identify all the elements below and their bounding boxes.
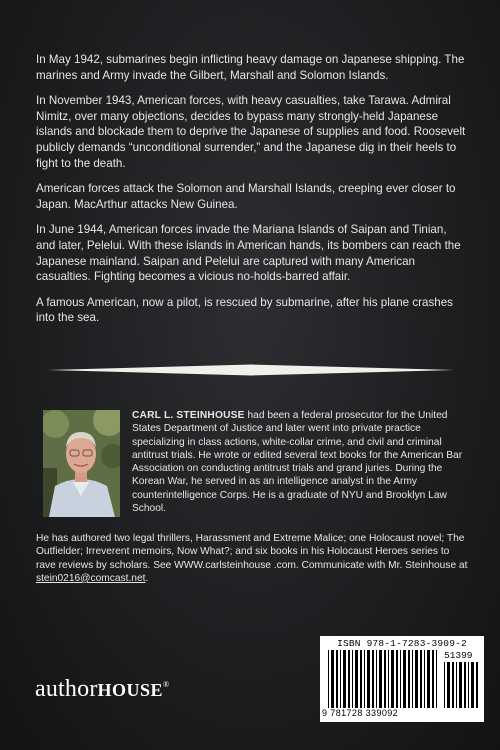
decorative-divider — [48, 363, 454, 377]
author-bio — [132, 409, 464, 515]
synopsis-paragraph: In May 1942, submarines begin inflicting heavy damage on Japanese shipping. The marines and Army invade the Gilbert, Marshall and Solomon Islands. — [36, 53, 465, 82]
synopsis-paragraph: In November 1943, American forces, with heavy casualties, take Tarawa. Admiral Nimitz, over many objections, decides to bypass many strongly-held Japanese islands and blockade them to deprive the Japanese of supplies and food. Roosevelt publicly demands “unconditional surrender,” and the Japanese dig in their heels to fight to the death. — [36, 94, 466, 170]
price-code: 51399 — [444, 650, 473, 661]
books-text: He has authored two legal thrillers, Harassment and Extreme Malice; one Holocaust novel; The Outfielder; Irreverent memoirs, Now What?; and six books in his Holocaust Heroes series to rave reviews by scholars. See WWW.carlsteinhouse .com. Communicate with Mr. Steinhouse at — [36, 533, 468, 571]
isbn-barcode — [320, 636, 484, 722]
addon-barcode-bars — [444, 662, 478, 708]
isbn-text: ISBN 978-1-7283-3909-2 — [337, 638, 467, 649]
author-photo — [43, 410, 120, 517]
books-paragraph — [36, 532, 468, 585]
publisher-logo — [35, 676, 169, 703]
synopsis-paragraph: A famous American, now a pilot, is rescued by submarine, after his plane crashes into the sea. — [36, 295, 453, 325]
author-bio-text: had been a federal prosecutor for the United States Department of Justice and later went into private practice specializing in class actions, white-collar crime, and civil and criminal antitrust trials. He wrote or edited several text books for the American Bar Association on conducting antitrust trials and grand juries. During the Korean War, he served in as an intelligence analyst in the Army counterintelligence Corps. He is a graduate of NYU and Brooklyn Law School. — [132, 410, 463, 515]
books-text-end: . — [145, 572, 149, 584]
synopsis-paragraph: In June 1944, American forces invade the Mariana Islands of Saipan and Tinian, and later, Pelelui. With these islands in American hands, its bombers can reach the Japanese mainland. Saipan and Pelelui are captured with many American casualties. Fighting becomes a vicious no-holds-barred affair. — [36, 223, 461, 284]
publisher-name-light: author — [35, 676, 98, 702]
author-email-link[interactable]: stein0216@comcast.net — [36, 572, 146, 584]
registered-mark: ® — [163, 680, 170, 689]
publisher-name-bold: HOUSE — [97, 680, 164, 700]
barcode-bars — [328, 650, 438, 708]
synopsis-paragraph: American forces attack the Solomon and Marshall Islands, creeping ever closer to Japan. MacArthur attacks New Guinea. — [36, 182, 456, 211]
author-name: CARL L. STEINHOUSE — [132, 410, 245, 421]
synopsis — [36, 52, 468, 336]
ean-digits: 9 781728 339092 — [322, 708, 399, 718]
